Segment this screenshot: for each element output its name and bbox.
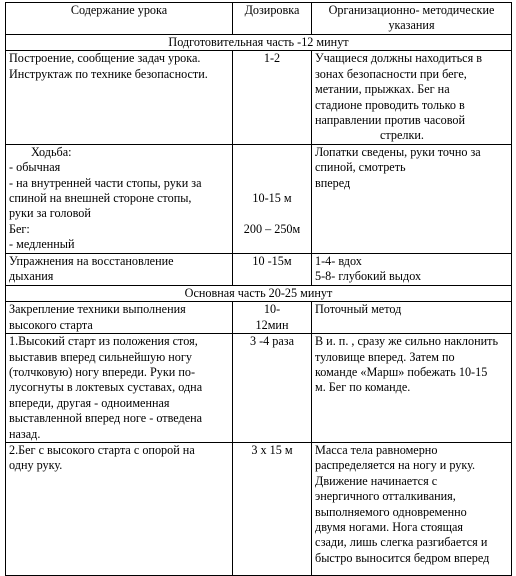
content-cell: [6, 144, 233, 253]
text-line: дыхания: [9, 269, 54, 284]
text-line: лусогнуты в локтевых суставах, одна: [9, 380, 203, 395]
spacer: [236, 160, 308, 175]
text-line: - обычная: [9, 160, 61, 175]
dosage-cell: [233, 144, 312, 253]
spacer: [236, 206, 308, 221]
notes-cell: [312, 334, 512, 443]
text-line: зонах безопасности при беге,: [315, 66, 467, 81]
text-line: двумя ногами. Нога стоящая: [315, 519, 463, 534]
text-line: Бег:: [9, 221, 30, 236]
text-line: выставив вперед сильнейшую ногу: [9, 349, 192, 364]
text-line: впереди, другая - одноименная: [9, 395, 170, 410]
text-line: выставленной вперед ноге - отведена: [9, 411, 203, 426]
text-line: команде «Марш» побежать 10-15: [315, 364, 488, 379]
text-line: Лопатки сведены, руки точно за: [315, 144, 481, 159]
text-line: Ходьба:: [31, 144, 72, 159]
text-line: сзади, лишь слегка разгибается и: [315, 535, 488, 550]
text-line: спиной на внешней стороне стопы,: [9, 191, 192, 206]
text-line: Упражнения на восстановление: [9, 253, 174, 268]
notes-cell: [312, 253, 512, 285]
text-line: Поточный метод: [315, 302, 402, 317]
text-line: туловище вперед. Затем по: [315, 349, 455, 364]
spacer: [236, 176, 308, 191]
text-line: стрелки.: [380, 128, 424, 143]
text-line: спиной, смотреть: [315, 160, 406, 175]
section-row-main: [6, 285, 512, 301]
text-line: выполняемого одновременно: [315, 504, 467, 519]
section-row-preparatory: [6, 35, 512, 51]
dosage-value: 10 -15м: [252, 253, 292, 268]
text-line: В и. п. , сразу же сильно наклонить: [315, 334, 499, 349]
header-notes-label-line: Организационно- методические: [328, 3, 495, 17]
dosage-cell: [233, 302, 312, 334]
dosage-cell: [233, 334, 312, 443]
text-line: 1-4- вдох: [315, 253, 362, 268]
section-title-preparatory: Подготовительная часть -12 минут: [6, 35, 512, 51]
dosage-value: 1-2: [263, 51, 281, 66]
header-notes-label-line: указания: [388, 18, 435, 33]
text-line: одну руку.: [9, 458, 63, 473]
notes-cell: [312, 51, 512, 144]
text-line: быстро выносится бедром вперед: [315, 550, 490, 565]
header-content-cell: [6, 3, 233, 35]
text-line: назад.: [9, 426, 41, 441]
text-line: Построение, сообщение задач урока.: [9, 51, 201, 66]
text-line: м. Бег по команде.: [315, 380, 411, 395]
dosage-cell: [233, 442, 312, 575]
content-cell: [6, 51, 233, 144]
text-line: направлении против часовой: [315, 113, 466, 128]
dosage-value: 3 -4 раза: [249, 334, 295, 349]
text-line: руки за головой: [9, 206, 91, 221]
table-row: [6, 51, 512, 144]
table-header-row: [6, 3, 512, 35]
text-line: (толчковую) ногу впереди. Руки по-: [9, 364, 196, 379]
dosage-value: 200 – 250м: [243, 221, 301, 236]
text-line: - медленный: [9, 237, 75, 252]
dosage-value: 10-15 м: [252, 191, 292, 206]
table-row: [6, 302, 512, 334]
dosage-cell: [233, 253, 312, 285]
dosage-value: 10-: [263, 302, 281, 317]
text-line: вперед: [315, 175, 351, 190]
dosage-value: 12мин: [255, 317, 289, 332]
text-line: стадионе проводить только в: [315, 97, 465, 112]
content-cell: [6, 253, 233, 285]
lesson-plan-document: [5, 2, 511, 565]
text-line: Масса тела равномерно: [315, 442, 438, 457]
dosage-value: 3 х 15 м: [251, 442, 293, 457]
content-cell: [6, 442, 233, 575]
table-row: [6, 442, 512, 575]
text-line: Закрепление техники выполнения: [9, 302, 186, 317]
content-cell: [6, 302, 233, 334]
text-line: 1.Высокий старт из положения стоя,: [9, 334, 198, 349]
section-title-main: Основная часть 20-25 минут: [6, 285, 512, 301]
text-line: энергичного отталкивания,: [315, 489, 456, 504]
text-line: Учащиеся должны находиться в: [315, 51, 482, 66]
text-line: 2.Бег с высокого старта с опорой на: [9, 442, 195, 457]
table-row: [6, 334, 512, 443]
text-line: Инструктаж по технике безопасности.: [9, 66, 208, 81]
text-line: 5-8- глубокий выдох: [315, 269, 422, 284]
table-row: [6, 144, 512, 253]
dosage-cell: [233, 51, 312, 144]
text-line: - на внутренней части стопы, руки за: [9, 175, 202, 190]
notes-cell: [312, 442, 512, 575]
text-line: метании, прыжках. Бег на: [315, 82, 450, 97]
text-line: Движение начинается с: [315, 473, 438, 488]
notes-cell: [312, 302, 512, 334]
text-line: высокого старта: [9, 317, 93, 332]
text-line: распределяется на ногу и руку.: [315, 458, 476, 473]
header-dosage-cell: [233, 3, 312, 35]
header-notes-cell: [312, 3, 512, 35]
header-dosage-label: Дозировка: [244, 3, 300, 17]
table-row: [6, 253, 512, 285]
lesson-plan-table: [5, 2, 512, 576]
header-content-label: Содержание урока: [70, 3, 168, 17]
content-cell: [6, 334, 233, 443]
spacer: [236, 145, 308, 160]
notes-cell: [312, 144, 512, 253]
